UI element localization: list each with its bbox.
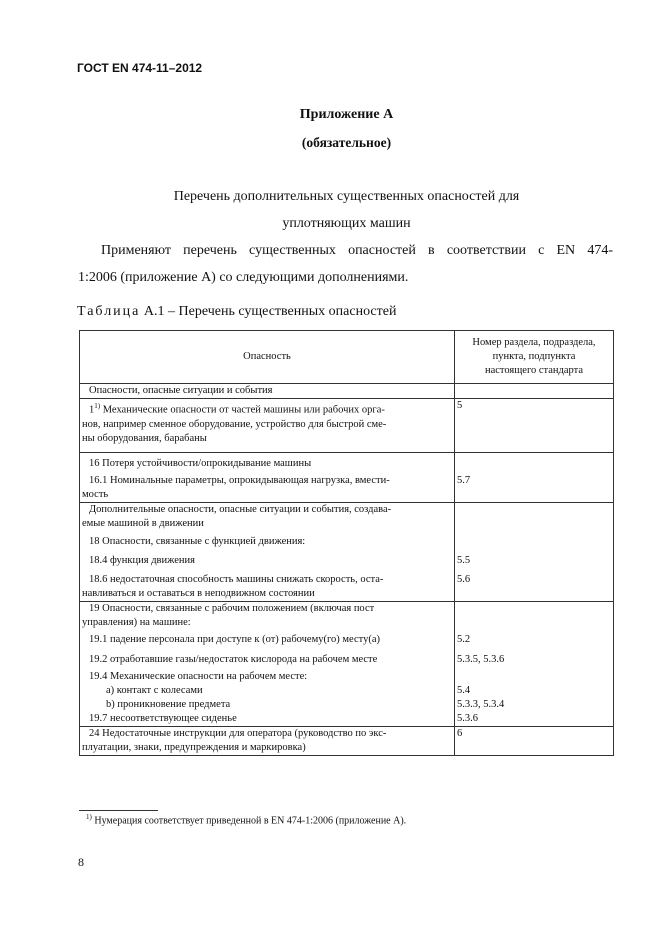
annex-status: (обязательное)	[301, 135, 392, 150]
page-number: 8	[78, 855, 84, 869]
table-row	[80, 384, 614, 399]
table-row	[80, 726, 614, 755]
row18-6-b: навливаться и оставаться в неподвижном состоянии	[82, 587, 315, 599]
row16-title: 16 Потеря устойчивости/опрокидывание машины	[89, 457, 312, 469]
row16-ref: 5.7	[457, 474, 471, 486]
table-header-row	[80, 331, 614, 384]
row19-4a: а) контакт с колесами	[106, 684, 203, 696]
row19-7-ref: 5.3.6	[457, 712, 478, 724]
intro-line-1: Применяют перечень существенных опасностей в соответствии с EN 474-	[101, 243, 613, 258]
list-title-line-2: уплотняющих машин	[282, 216, 411, 231]
row19-7: 19.7 несоответствующее сиденье	[89, 712, 237, 724]
row24-a: 24 Недостаточные инструкции для оператора (руководство по экс-	[89, 727, 387, 739]
row1-text-c: ны оборудования, барабаны	[82, 432, 207, 444]
row19-1: 19.1 падение персонала при доступе к (от) рабочему(го) месту(а)	[89, 633, 380, 645]
row19-4: 19.4 Механические опасности на рабочем месте:	[89, 670, 308, 682]
row1-ref: 5	[455, 399, 614, 453]
table-row	[80, 601, 614, 726]
footnote	[86, 813, 406, 826]
row1-text: 1$^{1)}$ Механические опасности от частей машины или рабочих орга-	[89, 402, 385, 416]
footnote-rule	[79, 810, 158, 811]
column-header-reference	[455, 331, 614, 384]
row16-sub-b: мость	[82, 488, 109, 500]
table-caption	[77, 304, 396, 320]
group2-line-a: Дополнительные опасности, опасные ситуации и события, создава-	[89, 503, 392, 515]
hazards-table	[79, 330, 614, 756]
table-row	[80, 452, 614, 502]
document-code: ГОСТ EN 474-11–2012	[77, 61, 203, 75]
list-title-line-1: Перечень дополнительных существенных опасностей для	[173, 189, 520, 204]
row19-2: 19.2 отработавшие газы/недостаток кислорода на рабочем месте	[89, 653, 378, 665]
row19-4a-ref: 5.4	[457, 684, 471, 696]
row24-ref: 6	[455, 726, 614, 755]
table-caption-text: А.1 – Перечень существенных опасностей	[143, 304, 397, 319]
annex-title: Приложение А	[299, 107, 394, 122]
footnote-mark: 1)	[86, 813, 92, 821]
row19-title-b: управления) на машине:	[82, 616, 191, 628]
row18-6-a: 18.6 недостаточная способность машины снижать скорость, оста-	[89, 573, 384, 585]
row1-text-b: нов, например сменное оборудование, устройство для быстрой сме-	[82, 418, 387, 430]
row19-4b-ref: 5.3.3, 5.3.4	[457, 698, 505, 710]
row18-title: 18 Опасности, связанные с функцией движения:	[89, 535, 306, 547]
row24-b: плуатации, знаки, предупреждения и маркировка)	[82, 741, 306, 753]
row19-1-ref: 5.2	[457, 633, 471, 645]
group-header: Опасности, опасные ситуации и события	[89, 385, 273, 396]
table-row	[80, 502, 614, 601]
intro-line-2: 1:2006 (приложение А) со следующими дополнениями.	[78, 270, 409, 285]
row18-4: 18.4 функция движения	[89, 554, 195, 566]
row19-2-ref: 5.3.5, 5.3.6	[457, 653, 505, 665]
row19-4b: b) проникновение предмета	[106, 698, 231, 710]
table-row	[80, 399, 614, 453]
col2-header-line-2: пункта, подпункта	[492, 351, 576, 362]
column-header-hazard: Опасность	[80, 331, 455, 384]
group2-line-b: емые машиной в движении	[82, 517, 204, 529]
row18-4-ref: 5.5	[457, 554, 471, 566]
col2-header-line-3: настоящего стандарта	[484, 365, 584, 376]
row19-title-a: 19 Опасности, связанные с рабочим положением (включая пост	[89, 602, 375, 614]
row18-6-ref: 5.6	[457, 573, 471, 585]
row16-sub-a: 16.1 Номинальные параметры, опрокидывающая нагрузка, вмести-	[89, 474, 390, 486]
col2-header-line-1: Номер раздела, подраздела,	[472, 337, 596, 348]
footnote-text: Нумерация соответствует приведенной в EN 474-1:2006 (приложение А).	[91, 815, 407, 827]
table-caption-prefix: Таблица	[77, 304, 141, 319]
